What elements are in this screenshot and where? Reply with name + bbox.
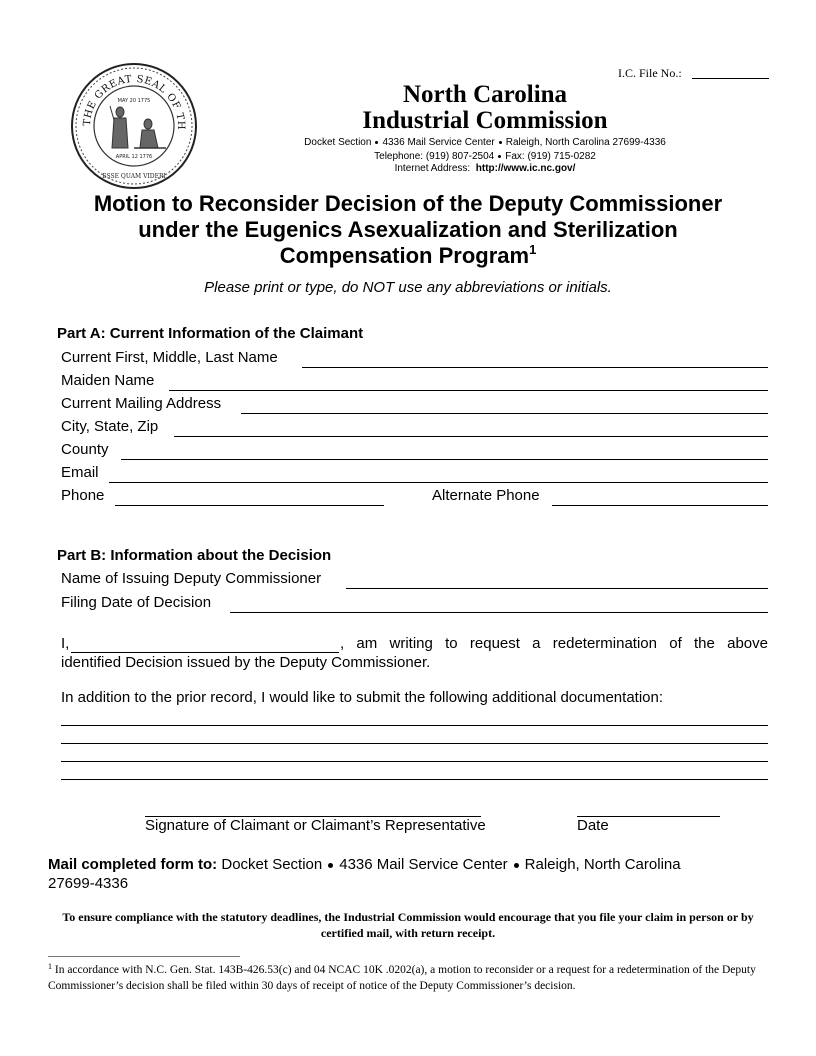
mail-zip: 27699-4336 (48, 875, 129, 892)
county-label: County (61, 441, 109, 458)
additional-doc-label: In addition to the prior record, I would like to submit the following additional documentation: (61, 689, 664, 706)
seal-text: THE GREAT SEAL OF TH (81, 73, 187, 131)
seal-date-top: MAY 20 1775 (117, 98, 151, 104)
maiden-name-label: Maiden Name (61, 372, 155, 389)
phone-label: Phone (61, 487, 105, 504)
seal-date-bottom: APRIL 12 1776 (115, 154, 153, 160)
email-label: Email (61, 464, 99, 481)
contact-telephone: Telephone: (919) 807-2504 (374, 151, 495, 162)
city-state-zip-field[interactable] (174, 436, 768, 437)
seal-motto: ESSE QUAM VIDERI (102, 173, 166, 180)
mail-docket: Docket Section (221, 856, 323, 873)
contact-docket: Docket Section (304, 137, 372, 148)
mailing-address-field[interactable] (241, 413, 768, 414)
signature-label: Signature of Claimant or Claimant’s Representative (145, 817, 486, 834)
contact-fax: Fax: (919) 715-0282 (505, 151, 596, 162)
instructions: Please print or type, do NOT use any abbreviations or initials. (204, 279, 612, 296)
footnote-text: In accordance with N.C. Gen. Stat. 143B-426.53(c) and 04 NCAC 10K .0202(a), a motion to reconsider or a request for a redetermination of the Deputy Commissioner’s decision shall be filed within 30 days of receipt of notice of the Deputy Commissioner’s decision. (48, 964, 756, 992)
additional-doc-line-4[interactable] (61, 779, 768, 780)
mail-instructions (48, 855, 768, 893)
claimant-name-field[interactable] (71, 652, 339, 653)
additional-doc-line-3[interactable] (61, 761, 768, 762)
part-a-heading: Part A: Current Information of the Claimant (57, 325, 364, 342)
part-b-heading: Part B: Information about the Decision (57, 547, 332, 564)
filing-date-field[interactable] (230, 612, 768, 613)
mail-city: Raleigh, North Carolina (524, 856, 681, 873)
alt-phone-field[interactable] (552, 505, 768, 506)
contact-mail-center: 4336 Mail Service Center (382, 137, 495, 148)
footnote-reference: 1 (529, 242, 537, 257)
form-title-line1: Motion to Reconsider Decision of the Deputy Commissioner (93, 191, 723, 216)
org-name-line2: Industrial Commission (362, 107, 608, 134)
contact-phone-fax (240, 151, 730, 162)
phone-field[interactable] (115, 505, 384, 506)
contact-internet-label: Internet Address: (394, 163, 471, 174)
file-number-field[interactable] (692, 78, 769, 79)
current-name-label: Current First, Middle, Last Name (61, 349, 278, 366)
statement-line1: , am writing to request a redetermination of the above (340, 635, 768, 652)
form-title-line2: under the Eugenics Asexualization and Sterilization (138, 217, 678, 242)
city-state-zip-label: City, State, Zip (61, 418, 159, 435)
file-number-label: I.C. File No.: (618, 66, 682, 80)
date-label: Date (577, 817, 609, 834)
footnote-marker: 1 (48, 962, 52, 971)
maiden-name-field[interactable] (169, 390, 768, 391)
contact-address (240, 137, 730, 148)
contact-city: Raleigh, North Carolina 27699-4336 (505, 137, 666, 148)
footnote-divider (48, 956, 240, 957)
compliance-note: To ensure compliance with the statutory deadlines, the Industrial Commission would encourage that you file your claim in person or by certified mail, with return receipt. (62, 910, 754, 940)
contact-web (240, 163, 730, 174)
filing-date-label: Filing Date of Decision (61, 594, 212, 611)
statement-line2: identified Decision issued by the Deputy Commissioner. (61, 654, 431, 671)
mail-center: 4336 Mail Service Center (339, 856, 508, 873)
email-field[interactable] (109, 482, 768, 483)
additional-doc-line-1[interactable] (61, 725, 768, 726)
deputy-name-field[interactable] (346, 588, 768, 589)
state-seal-logo (70, 62, 198, 190)
statement-prefix: I, (61, 635, 70, 652)
form-title-line3-text: Compensation Program (279, 243, 530, 268)
deputy-name-label: Name of Issuing Deputy Commissioner (61, 570, 322, 587)
footnote (48, 962, 768, 994)
current-name-field[interactable] (302, 367, 768, 368)
additional-doc-line-2[interactable] (61, 743, 768, 744)
alt-phone-label: Alternate Phone (432, 487, 540, 504)
contact-internet-link[interactable]: http://www.ic.nc.gov/ (475, 163, 576, 174)
form-title-line3 (30, 243, 786, 269)
mailing-address-label: Current Mailing Address (61, 395, 222, 412)
mail-label: Mail completed form to: (48, 856, 218, 873)
org-name-line1: North Carolina (402, 81, 568, 108)
county-field[interactable] (121, 459, 768, 460)
